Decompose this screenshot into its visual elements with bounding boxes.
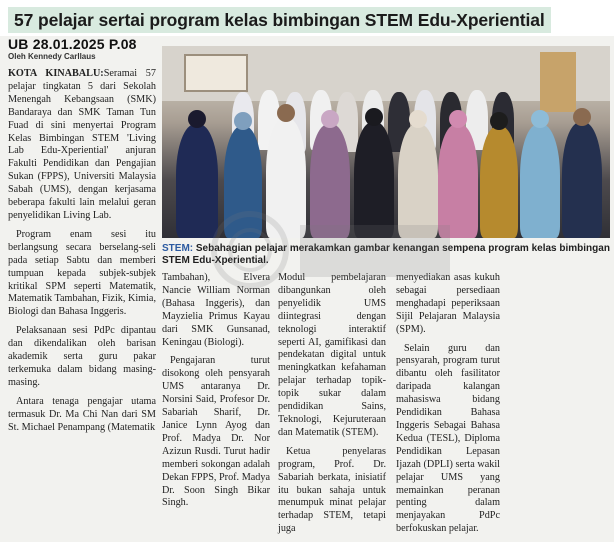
- article-column-4: [396, 272, 500, 542]
- photo-head: [409, 110, 427, 128]
- photo-person: [266, 118, 306, 238]
- photo-person: [480, 126, 518, 238]
- paragraph: Program enam sesi itu berlangsung secara berselang-seli pada setiap Sabtu dan memberi tumpuan kepada subjek-subjek kritikal SPM seperti Matematik, Matematik Tambahan, Fizik, Kimia, Biologi dan Bahasa Inggeris.: [8, 228, 156, 318]
- photo-person: [354, 122, 394, 238]
- photo-person: [224, 126, 262, 238]
- photo-head: [188, 110, 206, 128]
- article-column-1: [8, 68, 156, 440]
- photo-person: [398, 124, 438, 238]
- article-headline: 57 pelajar sertai program kelas bimbingan STEM Edu-Xperiential: [8, 7, 551, 33]
- paragraph: menyediakan asas kukuh sebagai persediaan menghadapi peperiksaan Sijil Pelajaran Malaysia (SPM).: [396, 272, 500, 335]
- photo-head: [449, 110, 467, 128]
- article-column-3: [278, 272, 386, 542]
- photo-head: [234, 112, 252, 130]
- photo-person: [520, 124, 560, 238]
- photo-person: [562, 122, 602, 238]
- photo-head: [531, 110, 549, 128]
- photo-person: [176, 124, 218, 238]
- edition-label: UB 28.01.2025 P.08: [8, 36, 137, 52]
- photo-whiteboard: [184, 54, 248, 92]
- paragraph: [8, 68, 156, 223]
- photo-head: [277, 104, 295, 122]
- photo-person: [438, 124, 478, 238]
- paragraph: Selain guru dan pensyarah, program turut dibantu oleh fasilitator daripada kalangan mahasiswa bidang Pendidikan Bahasa Inggeris Sebagai Bahasa Kedua (TESL), Diploma Pendidikan Lepasan Ijazah (DPLI) serta wakil pelajar UMS yang memainkan peranan penting dalam menjayakan PdPc berfokuskan pelajar.: [396, 342, 500, 535]
- photo-head: [321, 110, 339, 128]
- paragraph: Ketua penyelaras program, Prof. Dr. Sabariah berkata, inisiatif itu bukan sahaja untuk menumpuk minat pelajar terhadap STEM, tetapi juga: [278, 445, 386, 535]
- paragraph: Pelaksanaan sesi PdPc dipantau dan dikendalikan oleh barisan akademik serta guru pakar terkemuka dalam bidang masing-masing.: [8, 325, 156, 388]
- photo-head: [490, 112, 508, 130]
- caption-tag: STEM:: [162, 243, 194, 254]
- photo-caption: [162, 243, 610, 267]
- paragraph: Tambahan), Elvera Nancie William Norman (Bahasa Inggeris), dan Mayzielia Primus Kayau dari SMK Gunsanad, Keningau (Biologi).: [162, 272, 270, 348]
- byline: Oleh Kennedy Carllaus: [8, 52, 96, 61]
- dateline: KOTA KINABALU:: [8, 68, 104, 79]
- paragraph: Modul pembelajaran dibangunkan oleh penyelidik UMS diintegrasi dengan teknologi interaktif seperti AI, gamifikasi dan pendekatan digital untuk meningkatkan kefahaman pelajar terhadap topik-topik sukar dalam pendidikan Sains, Teknologi, Kejuruteraan dan Matematik (STEM).: [278, 272, 386, 438]
- paragraph-text: Seramai 57 pelajar tingkatan 5 dari Sekolah Menengah Kebangsaan (SMK) Bandaraya dan SMK Taman Tun Fuad di sini menyertai Program Kelas Bimbingan STEM 'Living Lab Edu-Xperiential' anjuran Fakulti Pendidikan dan Pengajian Sukan (FPPS), Universiti Malaysia Sabah (UMS), dengan kerjasama beberapa fakulti lain melalui geran penyelidikan Living Lab.: [8, 68, 156, 221]
- photo-head: [573, 108, 591, 126]
- group-photo: [162, 46, 610, 238]
- photo-person: [310, 124, 350, 238]
- caption-text: Sebahagian pelajar merakamkan gambar kenangan sempena program kelas bimbingan STEM Edu-Xperiential.: [162, 243, 610, 266]
- paragraph: Antara tenaga pengajar utama termasuk Dr. Ma Chi Nan dari SM St. Michael Penampang (Matematik: [8, 395, 156, 433]
- photo-door: [540, 52, 576, 112]
- photo-head: [365, 108, 383, 126]
- paragraph: Pengajaran turut disokong oleh pensyarah UMS antaranya Dr. Norsini Said, Profesor Dr. Sabariah Sharif, Dr. Janice Lynn Ayog dan Prof. Madya Dr. Nor Azizun Rusdi. Turut hadir memberi sokongan adalah Dekan FPPS, Prof. Madya Dr. Soon Singh Bikar Singh.: [162, 355, 270, 509]
